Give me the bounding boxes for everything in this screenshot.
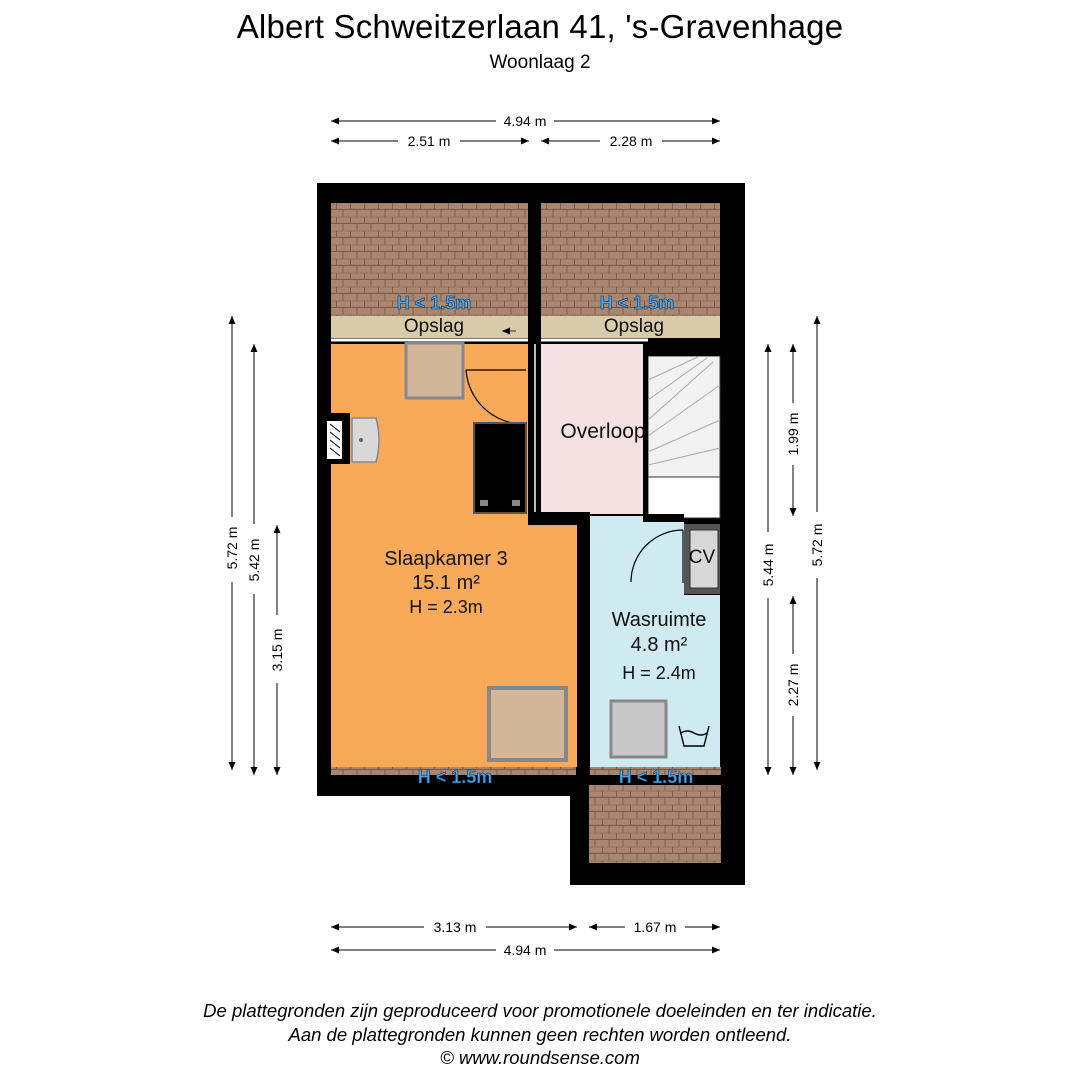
svg-text:3.13 m: 3.13 m: [433, 919, 477, 935]
wardrobe: [474, 423, 526, 513]
svg-text:2.27 m: 2.27 m: [785, 663, 801, 707]
dimension-left-outer: [224, 316, 240, 770]
wall-bedroom-laundry: [577, 512, 590, 774]
svg-text:3.15 m: 3.15 m: [269, 628, 285, 672]
dimension-top-right: [541, 133, 720, 149]
height-label-bottom-right: H < 1.5m: [618, 767, 694, 787]
skylight-bedroom-bottom: [489, 688, 566, 760]
wall-landing-laundry: [643, 514, 684, 522]
storage-right-label: Opslag: [603, 316, 665, 337]
svg-text:4.94 m: 4.94 m: [503, 942, 547, 958]
sink: [352, 418, 379, 462]
height-label-top-left: H < 1.5m: [396, 293, 472, 313]
floor-subtitle: Woonlaag 2: [489, 52, 591, 73]
storage-left-label: Opslag: [403, 316, 465, 337]
dimension-top-total: [331, 113, 720, 129]
disclaimer-line-1: De plattegronden zijn geproduceerd voor promotionele doeleinden en ter indicatie.: [203, 1000, 877, 1021]
height-label-bottom-left: H < 1.5m: [417, 767, 493, 787]
window-niche: [326, 420, 343, 460]
laundry-height: H = 2.4m: [622, 663, 696, 683]
roof-tiles-bottom-box: [589, 785, 721, 863]
svg-text:1.99 m: 1.99 m: [785, 412, 801, 456]
address-title: Albert Schweitzerlaan 41, 's-Gravenhage: [236, 8, 844, 45]
dimension-right-middle: [760, 344, 776, 775]
wall-top-divider: [528, 196, 541, 337]
dimension-left-inner: [269, 525, 285, 775]
copyright: © www.roundsense.com: [440, 1047, 640, 1068]
height-label-top-right: H < 1.5m: [599, 293, 675, 313]
bedroom-area: 15.1 m²: [412, 572, 480, 594]
dimension-right-inner-bottom: [785, 596, 801, 775]
wall-stairs-top: [648, 344, 720, 356]
svg-text:2.51 m: 2.51 m: [407, 133, 451, 149]
laundry-name: Wasruimte: [611, 609, 707, 631]
svg-text:5.42 m: 5.42 m: [246, 538, 262, 582]
bedroom-height: H = 2.3m: [409, 597, 483, 617]
svg-text:5.44 m: 5.44 m: [760, 543, 776, 587]
dimension-right-inner-top: [785, 344, 801, 516]
dimension-top-left: [331, 133, 529, 149]
landing-label: Overloop: [560, 420, 646, 443]
dimension-bottom-left: [331, 919, 577, 935]
dimension-bottom-right: [589, 919, 720, 935]
laundry-area: 4.8 m²: [630, 634, 688, 656]
cv-label: CV: [688, 547, 716, 568]
skylight-bedroom-top: [406, 343, 463, 398]
svg-text:2.28 m: 2.28 m: [609, 133, 653, 149]
svg-text:5.72 m: 5.72 m: [809, 523, 825, 567]
svg-text:4.94 m: 4.94 m: [503, 113, 547, 129]
dimension-left-middle: [246, 344, 262, 775]
dimension-right-outer: [809, 316, 825, 770]
skylight-laundry: [611, 701, 666, 757]
bedroom-name: Slaapkamer 3: [384, 548, 508, 570]
dimension-bottom-total: [331, 942, 720, 958]
disclaimer-line-2: Aan de plattegronden kunnen geen rechten worden ontleend.: [288, 1024, 792, 1045]
svg-text:5.72 m: 5.72 m: [224, 526, 240, 570]
svg-text:1.67 m: 1.67 m: [633, 919, 677, 935]
